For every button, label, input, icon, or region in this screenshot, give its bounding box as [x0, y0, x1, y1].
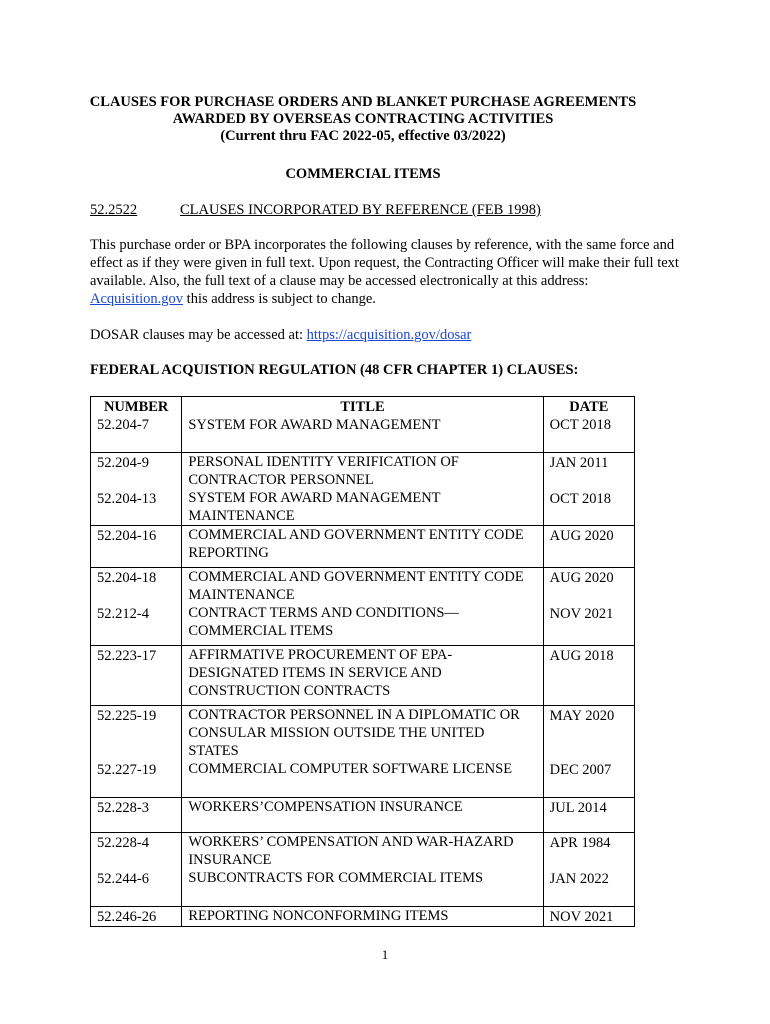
row-date: JAN 2022 [549, 871, 609, 887]
table-cell-title: AFFIRMATIVE PROCUREMENT OF EPA-DESIGNATED ITEMS IN SERVICE AND CONSTRUCTION CONTRACTS [182, 646, 543, 706]
intro-text: This purchase order or BPA incorporates the following clauses by reference, with the same force and effect as if they were given in full text. Upon request, the Contracting Officer will make their full text available. Also, the full text of a clause may be accessed electronically at this address: [90, 237, 679, 289]
row-title: COMMERCIAL COMPUTER SOFTWARE LICENSE [188, 761, 513, 777]
table-cell-title [182, 833, 543, 907]
table-row [91, 646, 635, 706]
table-cell-number: 52.204-16 [91, 526, 182, 568]
header-date: DATE [569, 399, 609, 415]
header-number: NUMBER [103, 399, 169, 415]
row-number: 52.227-19 [97, 762, 157, 778]
heading-line-2: AWARDED BY OVERSEAS CONTRACTING ACTIVITIES [172, 111, 554, 127]
heading-line-3: (Current thru FAC 2022-05, effective 03/2022) [220, 128, 506, 144]
page-number: 1 [381, 947, 389, 962]
table-cell-date [543, 706, 634, 798]
table-cell-date: JUL 2014 [543, 798, 634, 833]
row-number: 52.225-19 [97, 708, 157, 724]
table-cell-date [543, 397, 634, 453]
row-number: 52.244-6 [97, 871, 149, 887]
row-number: 52.212-4 [97, 606, 149, 622]
row-number: 52.228-4 [97, 835, 149, 851]
table-row [91, 526, 635, 568]
row-date: OCT 2018 [549, 417, 612, 433]
table-row [91, 453, 635, 526]
table-cell-title: WORKERS’COMPENSATION INSURANCE [182, 798, 543, 833]
table-cell-number [91, 833, 182, 907]
table-cell-title: REPORTING NONCONFORMING ITEMS [182, 907, 543, 927]
table-cell-number: 52.223-17 [91, 646, 182, 706]
row-title: CONTRACT TERMS AND CONDITIONS— COMMERCIAL ITEMS [188, 605, 459, 639]
table-row [91, 568, 635, 646]
table-cell-title [182, 568, 543, 646]
row-title: CONTRACTOR PERSONNEL IN A DIPLOMATIC OR CONSULAR MISSION OUTSIDE THE UNITED STATES [188, 707, 520, 759]
table-row [91, 706, 635, 798]
row-title: SUBCONTRACTS FOR COMMERCIAL ITEMS [188, 870, 484, 886]
row-number: 52.204-18 [97, 570, 157, 586]
dosar-link[interactable]: https://acquisition.gov/dosar [306, 327, 472, 343]
acquisition-link[interactable]: Acquisition.gov [90, 291, 184, 307]
table-cell-number: 52.246-26 [91, 907, 182, 927]
heading-line-1: CLAUSES FOR PURCHASE ORDERS AND BLANKET PURCHASE AGREEMENTS [89, 94, 637, 110]
clause-title: CLAUSES INCORPORATED BY REFERENCE (FEB 1998) [180, 202, 541, 218]
table-cell-title: COMMERCIAL AND GOVERNMENT ENTITY CODE REPORTING [182, 526, 543, 568]
table-cell-title [182, 706, 543, 798]
table-row [91, 798, 635, 833]
row-date: NOV 2021 [549, 606, 614, 622]
intro-paragraph [90, 236, 682, 308]
table-cell-date: AUG 2020 [543, 526, 634, 568]
table-cell-date [543, 568, 634, 646]
intro-after: this address is subject to change. [183, 291, 376, 307]
table-cell-number: 52.228-3 [91, 798, 182, 833]
row-title: COMMERCIAL AND GOVERNMENT ENTITY CODE MAINTENANCE [188, 569, 524, 603]
document-heading [68, 94, 658, 145]
table-row [91, 907, 635, 927]
dosar-paragraph [90, 326, 682, 344]
table-cell-title [182, 397, 543, 453]
row-title: SYSTEM FOR AWARD MANAGEMENT MAINTENANCE [188, 490, 441, 524]
row-date: APR 1984 [549, 835, 611, 851]
row-number: 52.204-7 [97, 417, 149, 433]
far-section-title: FEDERAL ACQUISTION REGULATION (48 CFR CHAPTER 1) CLAUSES: [90, 362, 579, 378]
row-title: SYSTEM FOR AWARD MANAGEMENT [188, 417, 441, 433]
row-date: DEC 2007 [549, 762, 612, 778]
header-title: TITLE [340, 399, 385, 415]
table-cell-number [91, 453, 182, 526]
row-date: OCT 2018 [549, 491, 612, 507]
row-title: PERSONAL IDENTITY VERIFICATION OF CONTRACTOR PERSONNEL [188, 454, 459, 488]
row-number: 52.204-13 [97, 491, 157, 507]
table-cell-date: AUG 2018 [543, 646, 634, 706]
table-cell-date [543, 453, 634, 526]
table-cell-title [182, 453, 543, 526]
row-date: MAY 2020 [549, 708, 615, 724]
section-heading: COMMERCIAL ITEMS [285, 166, 441, 182]
row-title: WORKERS’ COMPENSATION AND WAR-HAZARD INSURANCE [188, 834, 514, 868]
row-date: JAN 2011 [549, 455, 609, 471]
clause-number: 52.2522 [90, 202, 138, 218]
clause-header [90, 202, 650, 220]
table-cell-number [91, 397, 182, 453]
table-cell-number [91, 706, 182, 798]
row-date: AUG 2020 [549, 570, 614, 586]
table-cell-number [91, 568, 182, 646]
table-cell-date [543, 833, 634, 907]
table-cell-date: NOV 2021 [543, 907, 634, 927]
row-number: 52.204-9 [97, 455, 149, 471]
table-row [91, 833, 635, 907]
table-row [91, 397, 635, 453]
clauses-table [90, 396, 635, 927]
dosar-text: DOSAR clauses may be accessed at: [90, 327, 307, 343]
